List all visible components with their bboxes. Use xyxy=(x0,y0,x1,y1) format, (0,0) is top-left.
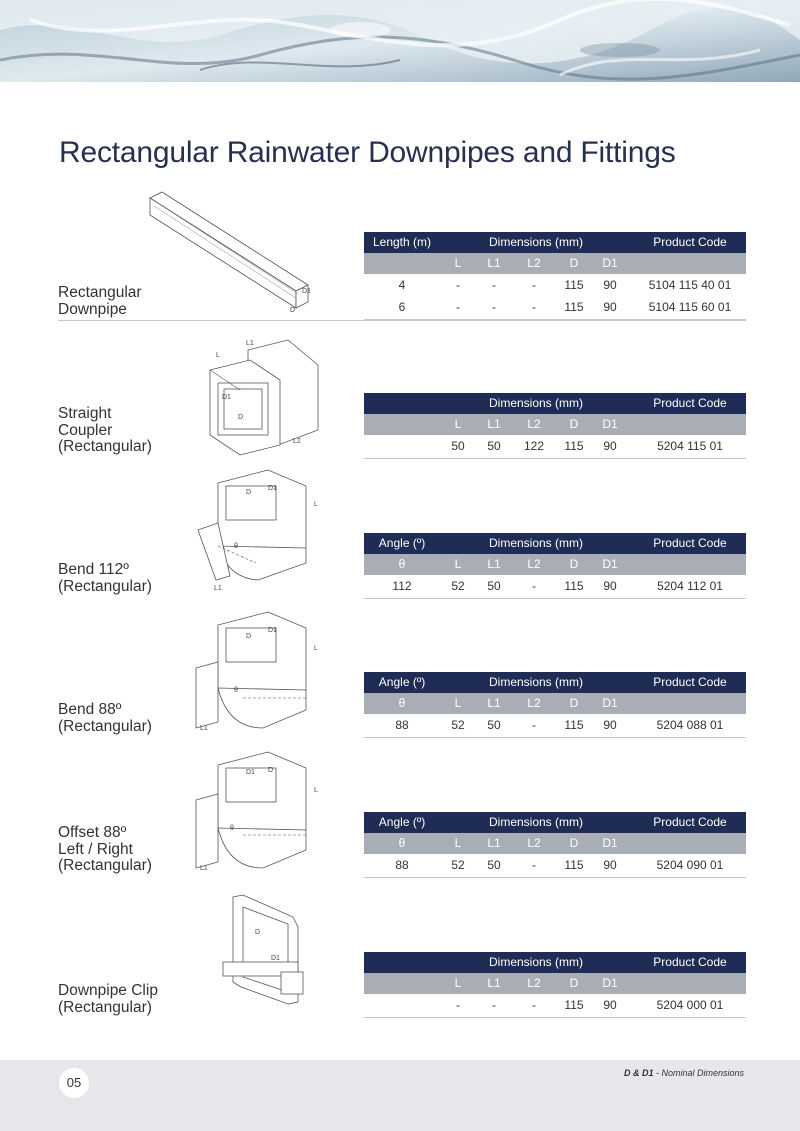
dim-label: L1 xyxy=(214,585,222,592)
table-cell: - xyxy=(532,278,536,292)
product-table xyxy=(364,232,746,320)
footer-note xyxy=(624,1068,744,1078)
footer-note-text: - Nominal Dimensions xyxy=(653,1068,744,1078)
subheader-cell: L1 xyxy=(487,696,501,710)
subheader-cell: L2 xyxy=(527,836,541,850)
table-cell: 90 xyxy=(603,858,617,872)
page-title: Rectangular Rainwater Downpipes and Fittings xyxy=(59,136,676,169)
table-cell: 52 xyxy=(451,858,465,872)
section-bend-112 xyxy=(58,468,746,600)
product-code: 5104 115 60 01 xyxy=(648,300,732,314)
table-row xyxy=(364,296,746,320)
table-subheader xyxy=(364,414,746,435)
product-table xyxy=(364,812,746,878)
section-offset-88 xyxy=(58,750,746,882)
dim-label: D xyxy=(246,489,252,496)
product-code: 5204 112 01 xyxy=(657,579,723,593)
table-cell: 52 xyxy=(451,579,465,593)
subheader-cell: D1 xyxy=(602,836,618,850)
subheader-cell: L2 xyxy=(527,417,541,431)
subheader-cell: L1 xyxy=(487,836,501,850)
subheader-cell: D xyxy=(569,836,579,850)
header-cell: Angle (º) xyxy=(378,815,426,829)
table-cell: 112 xyxy=(392,579,412,593)
table-cell: 115 xyxy=(564,439,584,453)
dim-label: L xyxy=(314,787,318,794)
subheader-cell: L2 xyxy=(527,256,541,270)
table-cell: 90 xyxy=(603,579,617,593)
table-cell: 115 xyxy=(564,300,584,314)
dim-label: D1 xyxy=(302,288,311,295)
subheader-cell: L2 xyxy=(527,696,541,710)
subheader-cell: D xyxy=(569,557,579,571)
table-row xyxy=(364,854,746,878)
table-cell: 50 xyxy=(451,439,465,453)
subheader-cell: L xyxy=(454,976,462,990)
dim-label: D1 xyxy=(271,955,280,962)
table-cell: 90 xyxy=(603,300,617,314)
subheader-cell: L xyxy=(454,696,462,710)
table-row xyxy=(364,575,746,599)
table-cell: 90 xyxy=(603,718,617,732)
subheader-cell: L xyxy=(454,417,462,431)
table-row xyxy=(364,435,746,459)
subheader-cell: L2 xyxy=(527,557,541,571)
water-banner-image xyxy=(0,0,800,82)
header-cell: Product Code xyxy=(653,396,727,410)
dim-label: L1 xyxy=(246,340,254,347)
product-table xyxy=(364,533,746,599)
table-subheader xyxy=(364,973,746,994)
table-cell: 50 xyxy=(487,858,501,872)
table-cell: 50 xyxy=(487,579,501,593)
header-cell: Angle (º) xyxy=(378,536,426,550)
dim-label: D1 xyxy=(222,394,231,401)
product-code: 5204 090 01 xyxy=(656,858,724,872)
table-cell: 88 xyxy=(395,718,409,732)
dim-label: L xyxy=(314,501,318,508)
header-cell: Dimensions (mm) xyxy=(488,235,583,249)
table-subheader xyxy=(364,833,746,854)
table-cell: 90 xyxy=(603,278,617,292)
dim-label: D1 xyxy=(246,769,255,776)
table-cell: - xyxy=(532,858,536,872)
table-cell: - xyxy=(492,278,496,292)
table-cell: 115 xyxy=(564,858,584,872)
dim-label: L2 xyxy=(293,438,301,445)
table-header xyxy=(364,952,746,973)
offset-88-illustration xyxy=(188,750,348,872)
subheader-cell: D1 xyxy=(602,256,618,270)
table-cell: 4 xyxy=(398,278,406,292)
dim-label: L xyxy=(314,645,318,652)
product-code: 5104 115 40 01 xyxy=(648,278,732,292)
table-cell: - xyxy=(532,718,536,732)
dim-label: θ xyxy=(234,687,238,694)
table-header xyxy=(364,533,746,554)
dim-label: L1 xyxy=(200,865,208,872)
header-cell: Dimensions (mm) xyxy=(488,815,583,829)
table-cell: 122 xyxy=(523,439,545,453)
subheader-cell: L xyxy=(454,836,462,850)
dim-label: L xyxy=(216,352,220,359)
dim-label: θ xyxy=(230,825,234,832)
product-table xyxy=(364,393,746,459)
subheader-cell: D xyxy=(569,696,579,710)
product-label: Offset 88º Left / Right (Rectangular) xyxy=(58,824,152,874)
header-cell: Product Code xyxy=(653,536,727,550)
table-cell: - xyxy=(456,300,460,314)
table-cell: - xyxy=(532,300,536,314)
section-downpipe-clip xyxy=(58,892,746,1022)
subheader-cell: L1 xyxy=(487,256,501,270)
subheader-cell: D1 xyxy=(602,417,618,431)
product-label: Bend 88º (Rectangular) xyxy=(58,701,152,735)
subheader-cell: D1 xyxy=(602,557,618,571)
subheader-cell: D1 xyxy=(602,976,618,990)
product-label: Bend 112º (Rectangular) xyxy=(58,561,152,595)
subheader-cell: D xyxy=(569,976,579,990)
coupler-illustration xyxy=(198,335,338,455)
subheader-cell: L1 xyxy=(487,417,501,431)
table-cell: 52 xyxy=(451,718,465,732)
subheader-cell: θ xyxy=(398,557,406,571)
table-header xyxy=(364,232,746,253)
table-cell: 90 xyxy=(603,439,617,453)
table-subheader xyxy=(364,693,746,714)
header-cell: Dimensions (mm) xyxy=(488,396,583,410)
section-divider xyxy=(58,320,746,321)
dim-label: L1 xyxy=(200,725,208,732)
subheader-cell: L1 xyxy=(487,976,501,990)
page-number: 05 xyxy=(59,1068,89,1098)
product-table xyxy=(364,672,746,738)
bend-112-illustration xyxy=(188,468,348,592)
table-cell: - xyxy=(532,579,536,593)
clip-illustration xyxy=(213,892,363,1014)
dim-label: D1 xyxy=(268,485,277,492)
table-cell: 50 xyxy=(487,439,501,453)
header-cell: Dimensions (mm) xyxy=(488,675,583,689)
dim-label: D xyxy=(246,633,252,640)
table-subheader xyxy=(364,253,746,274)
table-cell: 115 xyxy=(564,579,584,593)
header-cell: Dimensions (mm) xyxy=(488,955,583,969)
subheader-cell: θ xyxy=(398,836,406,850)
subheader-cell: L xyxy=(454,557,462,571)
table-row xyxy=(364,994,746,1018)
dim-label: D xyxy=(268,767,274,774)
table-cell: 115 xyxy=(564,278,584,292)
footer-note-bold: D & D1 xyxy=(623,1068,654,1078)
table-cell: 6 xyxy=(398,300,406,314)
section-straight-coupler xyxy=(58,335,746,461)
header-cell: Angle (º) xyxy=(378,675,426,689)
product-code: 5204 088 01 xyxy=(656,718,724,732)
header-cell: Product Code xyxy=(653,955,727,969)
subheader-cell: θ xyxy=(398,696,406,710)
table-row xyxy=(364,274,746,296)
table-header xyxy=(364,672,746,693)
subheader-cell: D xyxy=(569,256,579,270)
subheader-cell: D xyxy=(569,417,579,431)
table-cell: 90 xyxy=(603,998,617,1012)
table-cell: - xyxy=(532,998,536,1012)
header-cell: Product Code xyxy=(653,235,727,249)
dim-label: D xyxy=(238,414,244,421)
header-cell: Dimensions (mm) xyxy=(488,536,583,550)
header-cell: Product Code xyxy=(653,675,727,689)
table-row xyxy=(364,714,746,738)
bend-88-illustration xyxy=(188,610,348,732)
table-header xyxy=(364,812,746,833)
product-label: Downpipe Clip (Rectangular) xyxy=(58,982,158,1016)
dim-label: θ xyxy=(234,543,238,550)
table-subheader xyxy=(364,554,746,575)
dim-label: D xyxy=(290,307,296,314)
header-cell: Length (m) xyxy=(372,235,432,249)
subheader-cell: L2 xyxy=(527,976,541,990)
table-header xyxy=(364,393,746,414)
product-label: Straight Coupler (Rectangular) xyxy=(58,405,152,455)
table-cell: 115 xyxy=(564,998,584,1012)
product-code: 5204 000 01 xyxy=(656,998,724,1012)
product-label: Rectangular Downpipe xyxy=(58,284,142,318)
subheader-cell: L1 xyxy=(487,557,501,571)
table-cell: - xyxy=(456,278,460,292)
dim-label: D1 xyxy=(268,627,277,634)
table-cell: - xyxy=(456,998,460,1012)
table-cell: - xyxy=(492,300,496,314)
subheader-cell: D1 xyxy=(602,696,618,710)
subheader-cell: L xyxy=(454,256,462,270)
header-cell: Product Code xyxy=(653,815,727,829)
table-cell: 115 xyxy=(564,718,584,732)
table-cell: 88 xyxy=(395,858,409,872)
product-table xyxy=(364,952,746,1018)
downpipe-illustration xyxy=(130,190,320,320)
dim-label: D xyxy=(255,929,261,936)
product-code: 5204 115 01 xyxy=(657,439,723,453)
table-cell: - xyxy=(492,998,496,1012)
section-rectangular-downpipe xyxy=(58,190,746,322)
section-bend-88 xyxy=(58,610,746,740)
table-cell: 50 xyxy=(487,718,501,732)
